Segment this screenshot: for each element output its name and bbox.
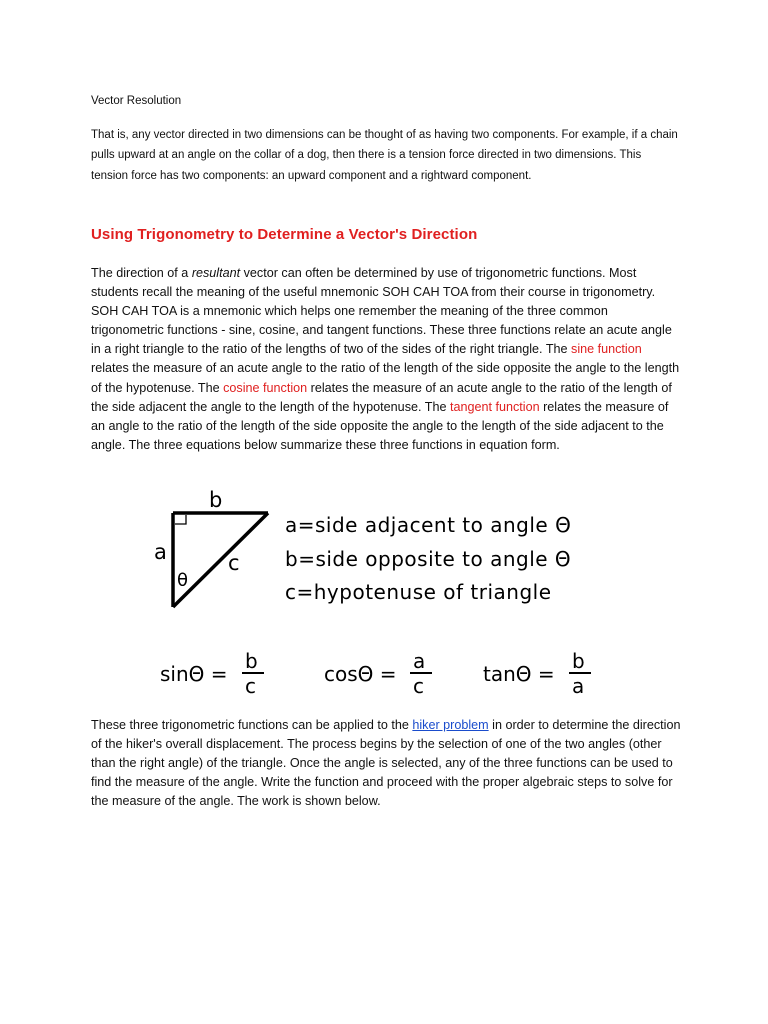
resultant-emphasis: resultant xyxy=(191,266,241,280)
svg-text:sinΘ =: sinΘ = xyxy=(160,662,228,686)
definition-a: a=side adjacent to angle Θ xyxy=(285,513,572,537)
label-a: a xyxy=(154,540,167,564)
svg-text:b: b xyxy=(245,649,258,673)
right-angle-marker xyxy=(175,515,186,524)
sin-equation xyxy=(160,649,264,698)
svg-text:c: c xyxy=(413,674,424,698)
svg-text:a: a xyxy=(413,649,426,673)
hiker-problem-link[interactable]: hiker problem xyxy=(412,718,489,732)
section-heading: Using Trigonometry to Determine a Vector's Direction xyxy=(91,226,478,243)
trig-paragraph: The direction of a resultant vector can often be determined by use of trigonometric functions. Most students recall the meaning of the useful mnemonic SOH CAH TOA from their course in trigonometry. SOH CAH TOA is a mnemonic which helps one remember the meaning of the three common trigonometric functions - sine, cosine, and tangent functions. These three functions relate an acute angle in a right triangle to the ratio of the lengths of two of the sides of the right triangle. The sine function relates the measure of an acute angle to the ratio of the length of the side opposite the angle to the length of the hypotenuse. The cosine function relates the measure of an acute angle to the ratio of the length of the side adjacent the angle to the length of the hypotenuse. The tangent function relates the measure of an angle to the ratio of the length of the side opposite the angle to the length of the side adjacent to the angle. The three equations below summarize these three functions in equation form. xyxy=(91,266,680,452)
svg-text:c: c xyxy=(245,674,256,698)
document-title: Vector Resolution xyxy=(91,95,182,107)
definition-c: c=hypotenuse of triangle xyxy=(285,580,552,604)
svg-text:a: a xyxy=(572,674,585,698)
cos-equation xyxy=(324,649,432,698)
cosine-function-term: cosine function xyxy=(223,380,308,395)
hiker-paragraph: These three trigonometric functions can be applied to the hiker problem in order to determine the direction of the hiker's overall displacement. The process begins by the selection of one of the two angles (other than the right angle) of the triangle. Once the angle is selected, any of the three functions can be used to find the measure of the angle. Write the function and proceed with the proper algebraic steps to solve for the measure of the angle. The work is shown below. xyxy=(91,718,681,809)
svg-text:b: b xyxy=(572,649,585,673)
label-c: c xyxy=(228,551,240,575)
sine-function-term: sine function xyxy=(571,342,642,357)
svg-text:cosΘ =: cosΘ = xyxy=(324,662,397,686)
definition-b: b=side opposite to angle Θ xyxy=(285,547,572,571)
tangent-function-term: tangent function xyxy=(449,399,540,414)
label-theta: θ xyxy=(177,570,189,591)
svg-text:tanΘ =: tanΘ = xyxy=(483,662,555,686)
side-c xyxy=(173,513,268,607)
right-triangle xyxy=(173,513,268,607)
intro-paragraph: That is, any vector directed in two dimensions can be thought of as having two components. For example, if a chain pulls upward at an angle on the collar of a dog, then there is a tension force directed in two dimensions. This tension force has two components: an upward component and a rightward component. xyxy=(91,129,678,182)
tan-equation xyxy=(483,649,591,698)
label-b: b xyxy=(209,488,223,512)
